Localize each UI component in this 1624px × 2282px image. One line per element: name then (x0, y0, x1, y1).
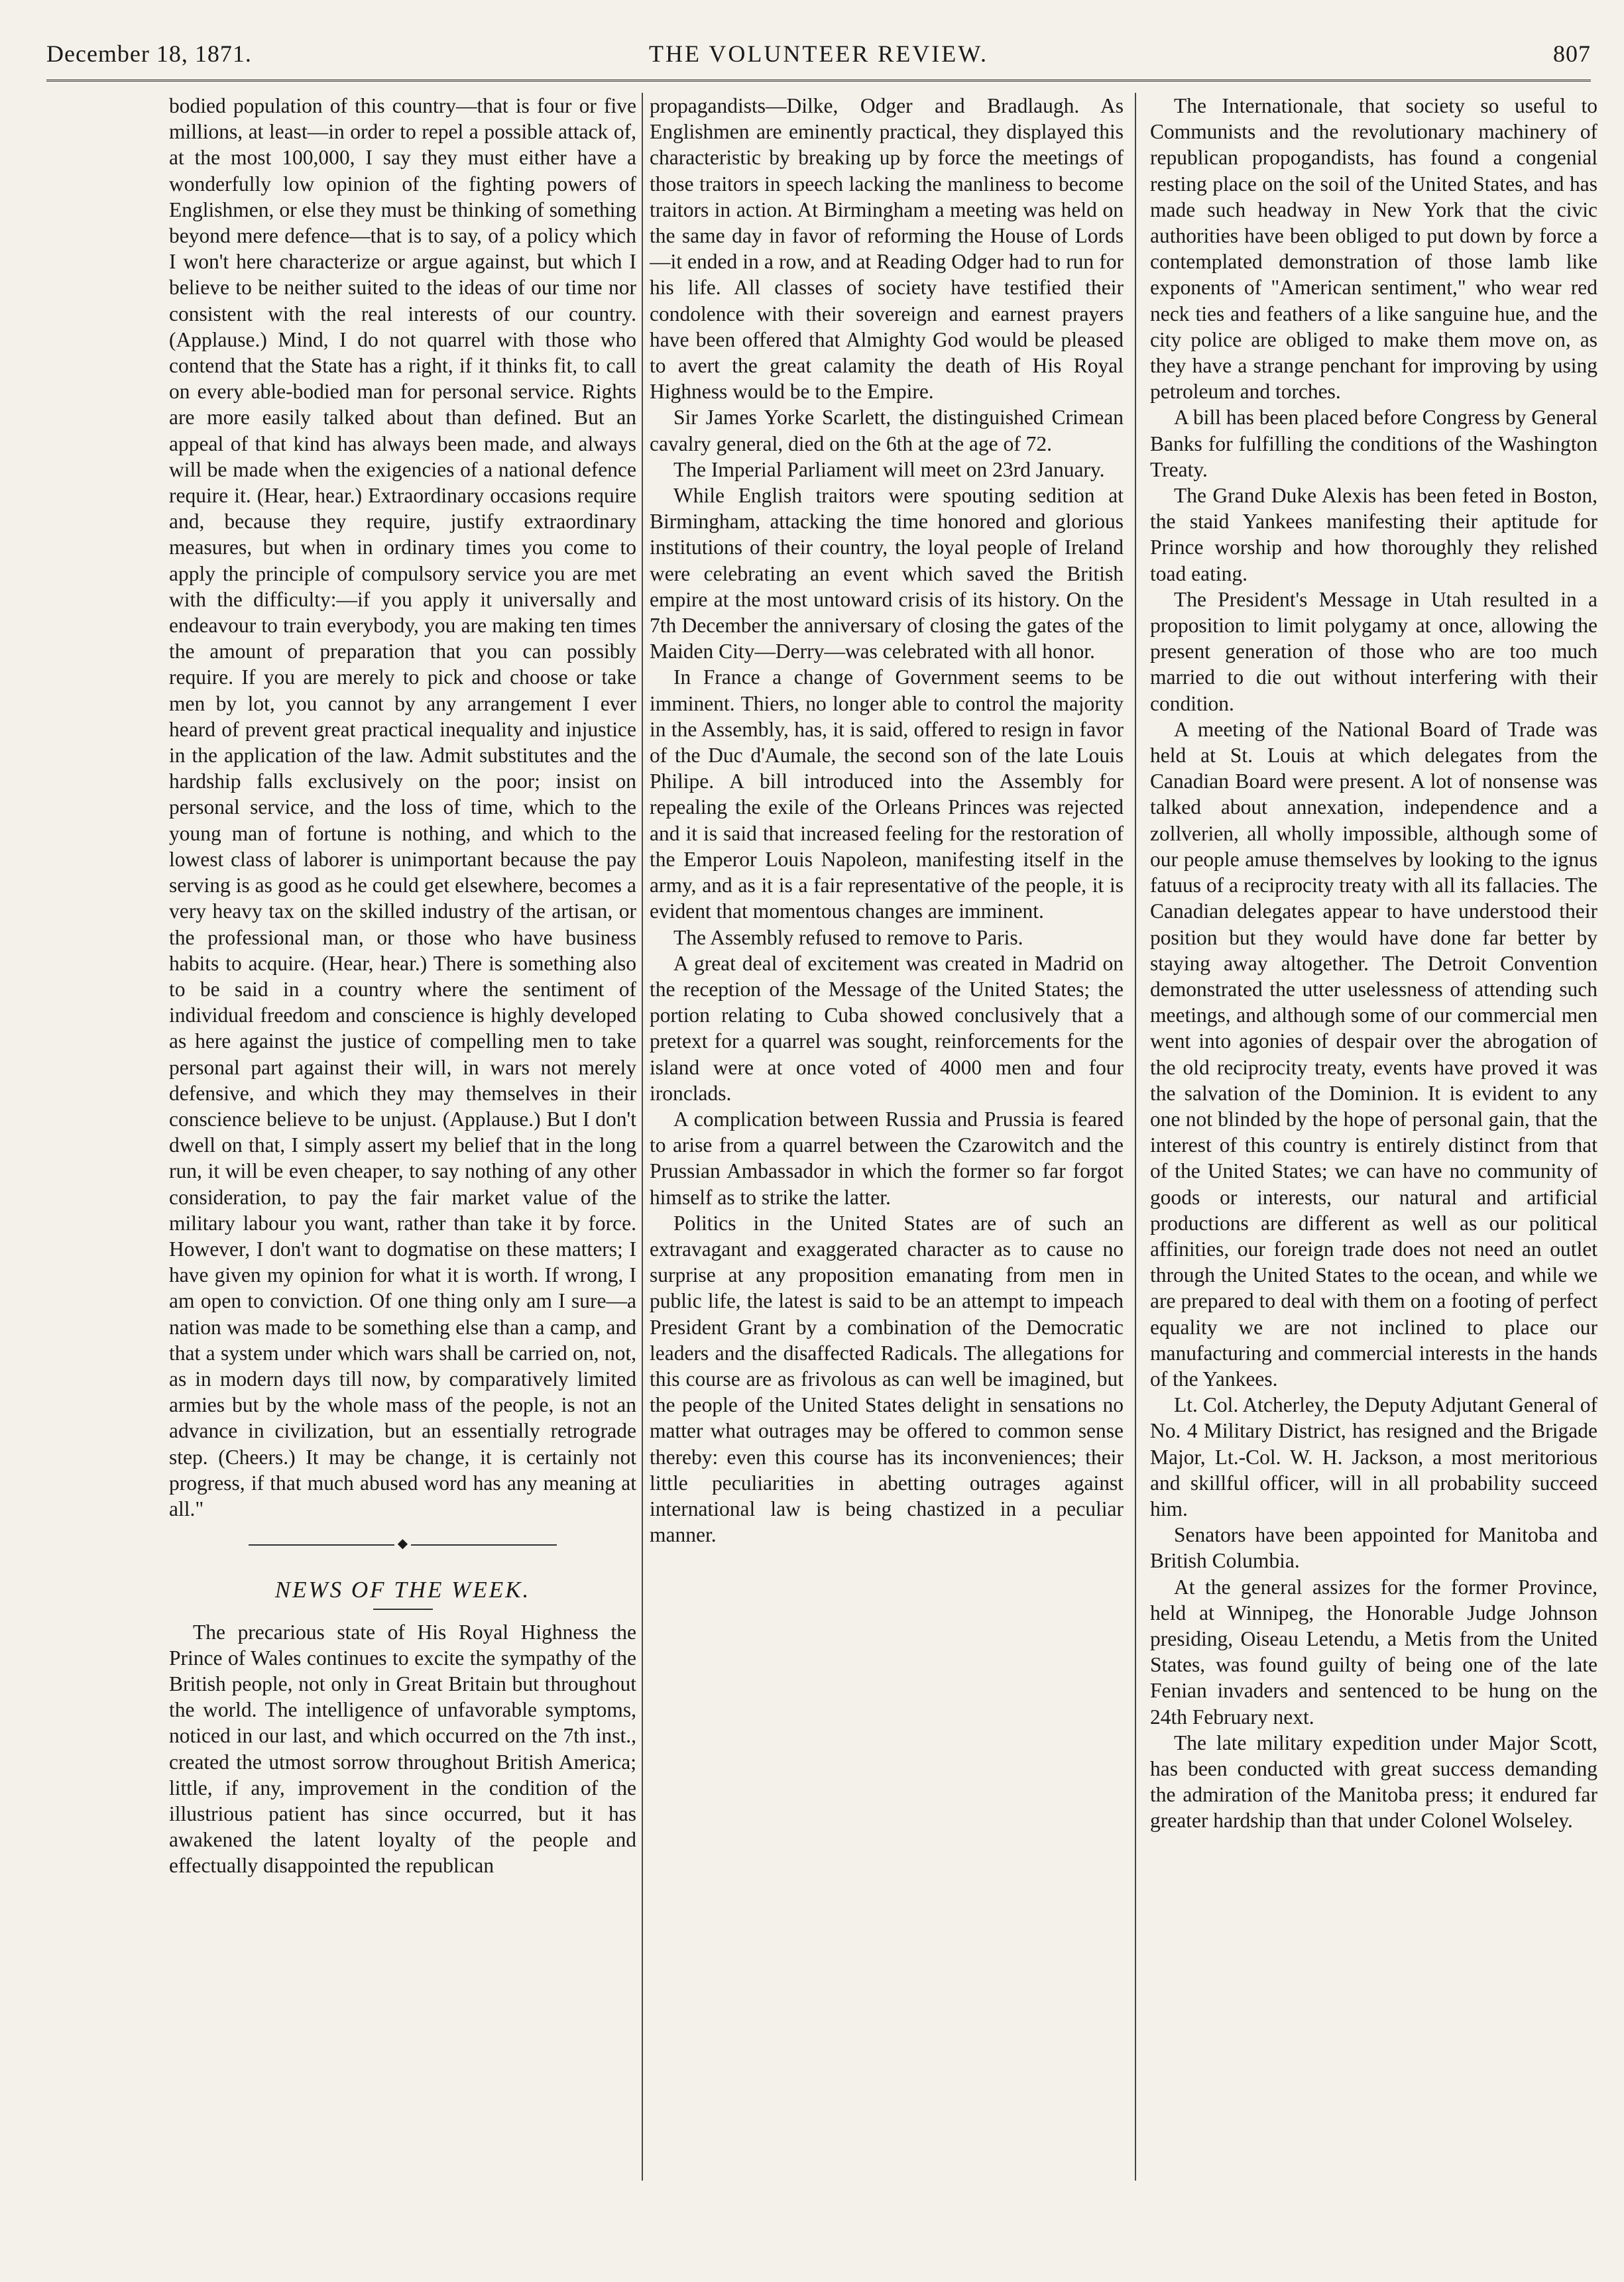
news-paragraph: A meeting of the National Board of Trade was held at St. Louis at which delegates from the Canadian Board were present. A lot of nonsense was talked about annexation, independence and a zollverien, all wholly impossible, although some of our people amuse themselves by looking to the ignus fatuus of a reciprocity treaty with all its fallacies. The Canadian delegates appear to have understood their position but they would have done far better by staying away altogether. The Detroit Convention demonstrated the utter uselessness of attending such meetings, and although some of our commercial men went into agonies of despair over the abrogation of the old reciprocity treaty, events have proved it was the salvation of the Dominion. It is evident to any one not blinded by the hope of personal gain, that the interest of this country is entirely distinct from that of the United States; we can have no community of goods or interests, our natural and artificial productions are different as well as our political affinities, our foreign trade does not need an outlet through the United States to the ocean, and while we are prepared to deal with them on a footing of perfect equality we are not inclined to place our manufacturing and commercial interests in the hands of the Yankees. (1150, 717, 1597, 1391)
column-1 (169, 93, 636, 2200)
news-paragraph: In France a change of Government seems to be imminent. Thiers, no longer able to control the majority in the Assembly, has, it is said, offered to resign in favor of the Duc d'Aumale, the second son of the late Louis Philipe. A bill introduced into the Assembly for repealing the exile of the Orleans Princes was rejected and it is said that increased feeling for the restoration of the Emperor Louis Napoleon, manifesting itself in the army, and as it is a fair representative of the people, it is evident that momentous changes are imminent. (650, 665, 1124, 923)
news-paragraph: A great deal of excitement was created in Madrid on the reception of the Message of the United States; the portion relating to Cuba showed conclusively that a pretext for a quarrel was sought, reinforcements for the island were at once voted of 4000 men and four ironclads. (650, 951, 1124, 1105)
news-paragraph: Lt. Col. Atcherley, the Deputy Adjutant General of No. 4 Military District, has resigned and the Brigade Major, Lt.-Col. W. H. Jackson, a most meritorious and skillful officer, will in all probability succeed him. (1150, 1393, 1597, 1520)
news-paragraph: The precarious state of His Royal Highness the Prince of Wales continues to excite the sympathy of the British people, not only in Great Britain but throughout the world. The intelligence of unfavorable symptoms, noticed in our last, and which occurred on the 7th inst., created the utmost sorrow throughout British America; little, if any, improvement in the condition of the illustrious patient has since occurred, but it has awakened the latent loyalty of the people and effectually disappointed the republican (169, 1620, 636, 1878)
issue-date: December 18, 1871. (46, 40, 252, 67)
news-paragraph: The Imperial Parliament will meet on 23rd January. (673, 457, 1105, 481)
column-3 (1150, 93, 1597, 2200)
news-paragraph: The Assembly refused to remove to Paris. (673, 925, 1023, 949)
news-paragraph: At the general assizes for the former Province, held at Winnipeg, the Honorable Judge Johnson presiding, Oiseau Letendu, a Metis from the United States, was found guilty of being one of the late Fenian invaders and sentenced to be hung on the 24th February next. (1150, 1575, 1597, 1729)
header-rule (46, 80, 1591, 82)
column-divider-2 (1135, 93, 1136, 2181)
news-paragraph: The President's Message in Utah resulted in a proposition to limit polygamy at once, allowing the present generation of those who are too much married to die out without interfering with their condition. (1150, 587, 1597, 715)
publication-title: THE VOLUNTEER REVIEW. (649, 40, 988, 67)
speech-continuation: bodied population of this country—that is four or five millions, at least—in order to repel a possible attack of, at the most 100,000, I say they must either have a wonderfully low opinion of the fighting powers of Englishmen, or else they must be thinking of something beyond mere defence—that is to say, of a policy which I won't here characterize or argue against, but which I believe to be neither suited to the ideas of our time nor consistent with the real interests of our country. (Applause.) Mind, I do not quarrel with those who contend that the State has a right, if it thinks fit, to call on every able-bodied man for personal service. Rights are more easily talked about than defined. But an appeal of that kind has always been made, and always will be made when the exigencies of a national defence require it. (Hear, hear.) Extraordinary occasions require and, because they require, justify extraordinary measures, but when in ordinary times you come to apply the principle of compulsory service you are met with the difficulty:—if you apply it universally and endeavour to train everybody, you are making ten times the amount of preparation that you can possibly require. If you are merely to pick and choose or take men by lot, you cannot by any arrangement I ever heard of prevent great practical inequality and injustice in the application of the law. Admit substitutes and the hardship falls exclusively on the poor; insist on personal service, and the loss of time, which to the young man of fortune is nothing, and which to the lowest class of laborer is unimportant because the pay serving is as good as he could get elsewhere, becomes a very heavy tax on the skilled industry of the artisan, or the professional man, or those who have business habits to acquire. (Hear, hear.) There is something also to be said in a country where the sentiment of individual freedom and conscience is highly developed as here against the justice of compelling men to take personal part against their will, in wars not merely defensive, and which they may themselves in their conscience believe to be unjust. (Applause.) But I don't dwell on that, I simply assert my belief that in the long run, it will be even cheaper, to say nothing of any other consideration, to pay the fair market value of the military labour you want, rather than take it by force. However, I don't want to dogmatise on these matters; I have given my opinion for what it is worth. If wrong, I am open to conviction. Of one thing only am I sure—a nation was made to be something else than a camp, and that a system under which wars shall be carried on, not, as in modern days till now, by comparatively limited armies but by the whole mass of the people, is not an advance in civilization, but an essentially retrograde step. (Cheers.) It may be change, it is certainly not progress, if that much abused word has any meaning at all." (169, 94, 636, 1520)
column-2 (650, 93, 1124, 2200)
news-paragraph: The late military expedition under Major Scott, has been conducted with great success demanding the admiration of the Manitoba press; it endured far greater hardship than that under Colonel Wolseley. (1150, 1731, 1597, 1833)
news-of-the-week-heading: NEWS OF THE WEEK. (274, 1577, 531, 1603)
news-paragraph: A bill has been placed before Congress by General Banks for fulfilling the conditions of the Washington Treaty. (1150, 406, 1597, 481)
news-paragraph: A complication between Russia and Prussia is feared to arise from a quarrel between the Czarowitch and the Prussian Ambassador in which the former so far forgot himself as to strike the latter. (650, 1107, 1124, 1209)
news-paragraph: While English traitors were spouting sedition at Birmingham, attacking the time honored and glorious institutions of their country, the loyal people of Ireland were celebrating an event which saved the British empire at the most untoward crisis of its history. On the 7th December the anniversary of closing the gates of the Maiden City—Derry—was celebrated with all honor. (650, 484, 1124, 663)
news-paragraph: Senators have been appointed for Manitoba and British Columbia. (1150, 1523, 1597, 1573)
news-paragraph: The Internationale, that society so useful to Communists and the revolutionary machinery of republican propogandists, has found a congenial resting place on the soil of the United States, and has made such headway in New York that the civic authorities have been obliged to put down by force a contemplated demonstration of those lamb like exponents of "American sentiment," who wear red neck ties and feathers of a like sanguine hue, and the city police are obliged to make them move on, as they have a strange penchant for improving by using petroleum and torches. (1150, 94, 1597, 404)
page-header (46, 40, 1591, 80)
section-ornament: ◆ (169, 1531, 636, 1557)
heading-rule (373, 1609, 433, 1610)
page-number: 807 (1553, 40, 1591, 67)
column-divider-1 (642, 93, 643, 2181)
news-paragraph: propagandists—Dilke, Odger and Bradlaugh. As Englishmen are eminently practical, they displayed this characteristic by breaking up by force the meetings of those traitors in speech lacking the manliness to become traitors in action. At Birmingham a meeting was held on the same day in favor of reforming the House of Lords—it ended in a row, and at Reading Odger had to run for his life. All classes of society have testified their condolence with their sovereign and earnest prayers have been offered that Almighty God would be pleased to avert the great calamity the death of His Royal Highness would be to the Empire. (650, 94, 1124, 404)
news-paragraph: Sir James Yorke Scarlett, the distinguished Crimean cavalry general, died on the 6th at the age of 72. (650, 406, 1124, 455)
news-paragraph: The Grand Duke Alexis has been feted in Boston, the staid Yankees manifesting their aptitude for Prince worship and how thoroughly they relished toad eating. (1150, 484, 1597, 585)
news-paragraph: Politics in the United States are of such an extravagant and exaggerated character as to cause no surprise at any proposition emanating from men in public life, the latest is said to be an attempt to impeach President Grant by a combination of the Democratic leaders and the disaffected Radicals. The allegations for this course are as frivolous as can well be imagined, but the people of the United States delight in sensations no matter what outrages may be offered to common sense thereby: even this course has its inconveniences; their little peculiarities in abetting outrages against international law is being chastized in a peculiar manner. (650, 1211, 1124, 1547)
